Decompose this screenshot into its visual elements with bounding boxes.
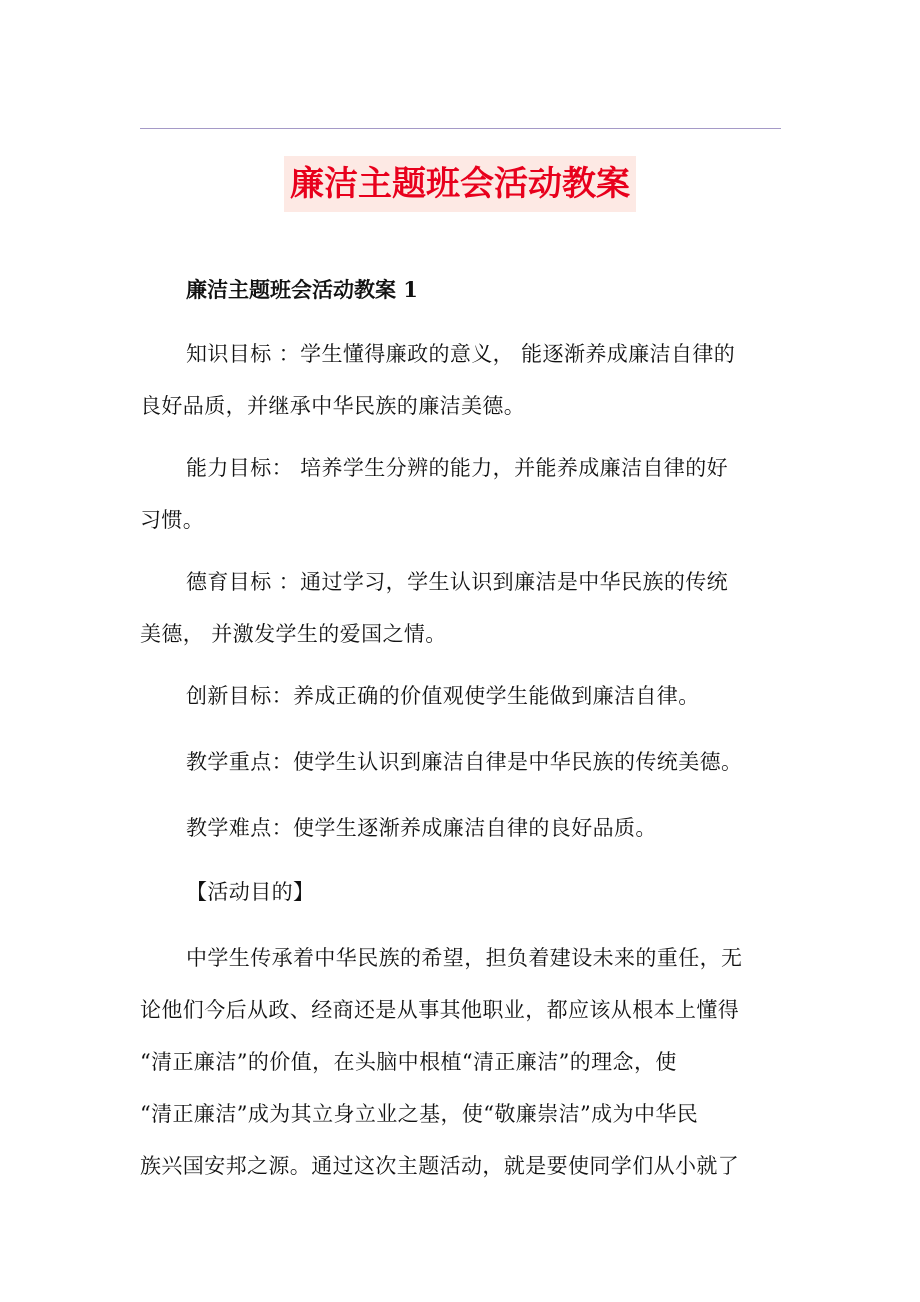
text-line: 创新目标：养成正确的价值观使学生能做到廉洁自律。 <box>186 684 700 708</box>
section-heading: 廉洁主题班会活动教案 1 <box>186 277 418 302</box>
paragraph-teaching-focus <box>140 736 785 788</box>
text-line: 教学难点：使学生逐渐养成廉洁自律的良好品质。 <box>186 816 657 840</box>
text-line: 德育目标 ：通过学习，学生认识到廉洁是中华民族的传统 <box>186 570 729 594</box>
paragraph-innovation-goal <box>140 670 785 722</box>
document-title <box>0 156 920 212</box>
text-line: 教学重点：使学生认识到廉洁自律是中华民族的传统美德。 <box>186 750 743 774</box>
paragraph-knowledge-goal <box>140 328 785 432</box>
text-line: 论他们今后从政、经商还是从事其他职业，都应该从根本上懂得 <box>140 998 740 1022</box>
paragraph-activity-purpose-heading <box>140 866 785 918</box>
text-line: “清正廉洁”成为其立身立业之基，使“敬廉崇洁”成为中华民 <box>140 1102 699 1126</box>
header-divider <box>140 128 781 129</box>
text-line: 能力目标： 培养学生分辨的能力，并能养成廉洁自律的好 <box>186 456 729 480</box>
paragraph-activity-purpose-body <box>140 932 785 1192</box>
paragraph-moral-goal <box>140 556 785 660</box>
text-line: 良好品质，并继承中华民族的廉洁美德。 <box>140 394 526 418</box>
text-line: 中学生传承着中华民族的希望，担负着建设未来的重任，无 <box>186 946 743 970</box>
text-line: 习惯。 <box>140 508 205 532</box>
text-line: 美德， 并激发学生的爱国之情。 <box>140 622 447 646</box>
document-title-text: 廉洁主题班会活动教案 <box>284 156 636 212</box>
text-line: 【活动目的】 <box>186 880 315 904</box>
text-line: 族兴国安邦之源。通过这次主题活动，就是要使同学们从小就了 <box>140 1154 740 1178</box>
paragraph-teaching-difficulty <box>140 802 785 854</box>
paragraph-ability-goal <box>140 442 785 546</box>
text-line: 知识目标 ：学生懂得廉政的意义， 能逐渐养成廉洁自律的 <box>186 342 736 366</box>
text-line: “清正廉洁”的价值，在头脑中根植“清正廉洁”的理念，使 <box>140 1050 677 1074</box>
